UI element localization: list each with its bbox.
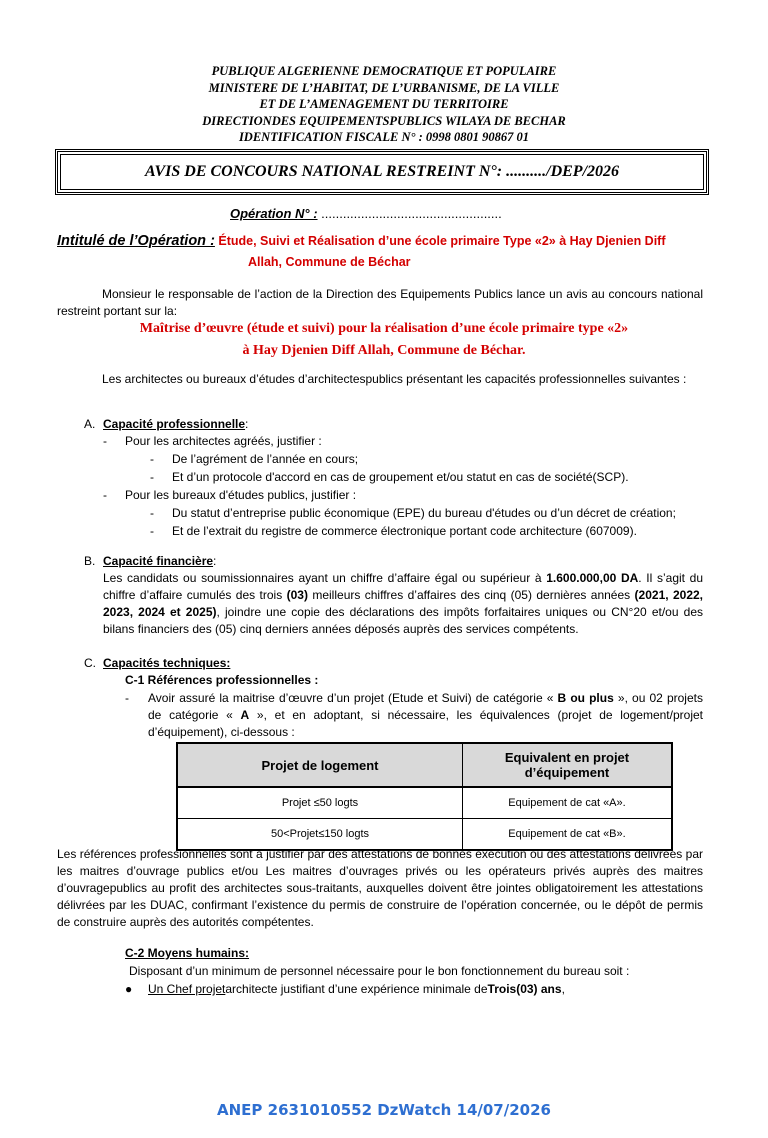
title-box: [55, 149, 709, 195]
section-a-dash-2a: -: [150, 506, 154, 520]
section-a-dash-1: -: [103, 434, 107, 448]
c1-text-2: », ou 02 projets de catégorie «: [148, 691, 703, 722]
section-a-bullet-1a: De l’agrément de l’année en cours;: [172, 452, 359, 466]
object-line-2: à Hay Djenien Diff Allah, Commune de Béchar.: [242, 343, 526, 358]
footer-reference: ANEP 2631010552 DzWatch 14/07/2026: [217, 1101, 551, 1119]
section-b-years: (2021, 2022, 2023, 2024 et 2025): [103, 588, 703, 619]
section-a-bullet-2: Pour les bureaux d'études publics, justifier :: [125, 488, 357, 502]
table-cell: Equipement de cat «B».: [463, 819, 673, 851]
c2-item: [148, 981, 565, 998]
table-cell: Projet ≤50 logts: [177, 787, 463, 819]
c2-title: C-2 Moyens humains:: [125, 946, 250, 960]
equivalence-table: [176, 742, 673, 851]
section-b-amount: 1.600.000,00 DA: [546, 571, 639, 585]
references-paragraph: Les références professionnelles sont à justifier par des attestations de bonnes exécution ou des attestations délivrées par les maitres d’ouvrage publics et/ou Les maitres d’ouvrages privés ou les opérateurs privés auprès des maitres d’ouvragepublics au profit des architectes sous-traitants, auxquelles doivent être jointes obligatoirement les attestations délivrées par les DUAC, confirmant l’existence du permis de construire de l’opération concernée, ou le dépôt de permis de construire auprès des autorités compétentes.: [57, 847, 703, 929]
intitule-label: Intitulé de l’Opération :: [57, 233, 215, 249]
operation-value: ..................................................: [317, 206, 502, 221]
section-a-title: Capacité professionnelle: [103, 417, 246, 431]
table-header-cell: Equivalent en projet d’équipement: [463, 743, 673, 787]
section-b-paragraph: [103, 570, 703, 638]
table-header-row: [177, 743, 672, 787]
section-b-heading: [103, 553, 216, 570]
c2-item-text: architecte justifiant d’une expérience minimale de: [225, 982, 488, 996]
section-a-bullet-1: Pour les architectes agréés, justifier :: [125, 434, 322, 448]
section-a-marker: A.: [84, 417, 96, 431]
document-header: [0, 63, 768, 146]
table-cell: Equipement de cat «A».: [463, 787, 673, 819]
header-line-1: PUBLIQUE ALGERIENNE DEMOCRATIQUE ET POPULAIRE: [211, 64, 557, 78]
section-a-dash-2b: -: [150, 524, 154, 538]
c1-text-3: », et en adoptant, si nécessaire, les équivalences (projet de logement/projet d’équipement), ci-dessous :: [148, 708, 703, 739]
intro-paragraph: Monsieur le responsable de l’action de la Direction des Equipements Publics lance un avis au concours national restreint portant sur la:: [57, 287, 703, 318]
operation-line: [230, 206, 502, 221]
section-c-title: Capacités techniques:: [103, 656, 231, 670]
table-cell: 50<Projet≤150 logts: [177, 819, 463, 851]
section-b-title: Capacité financière: [103, 554, 214, 568]
header-line-3: ET DE L’AMENAGEMENT DU TERRITOIRE: [259, 97, 509, 111]
header-line-5: IDENTIFICATION FISCALE N° : 0998 0801 90867 01: [238, 130, 530, 144]
section-a-bullet-2b: Et de l’extrait du registre de commerce électronique portant code architecture (607009).: [172, 524, 637, 538]
object-line-1: Maîtrise d’œuvre (étude et suivi) pour la réalisation d’une école primaire type «2»: [139, 321, 629, 336]
c2-item-role: Un Chef projet: [148, 982, 226, 996]
intitule-text-1: Étude, Suivi et Réalisation d’une école primaire Type «2» à Hay Djenien Diff: [214, 234, 666, 248]
table-row: [177, 787, 672, 819]
section-c-marker: C.: [84, 656, 96, 670]
header-line-2: MINISTERE DE L’HABITAT, DE L’URBANISME, DE LA VILLE: [208, 80, 560, 95]
candidates-paragraph: Les architectes ou bureaux d’études d’architectespublics présentant les capacités professionnelles suivantes :: [102, 372, 687, 386]
c1-text-1: Avoir assuré la maitrise d’œuvre d’un projet (Etude et Suivi) de catégorie «: [148, 691, 558, 705]
c2-intro: Disposant d’un minimum de personnel nécessaire pour le bon fonctionnement du bureau soit :: [129, 964, 630, 978]
c1-title: C-1 Références professionnelles :: [125, 673, 319, 687]
section-a-colon: :: [245, 417, 249, 431]
c1-dash: -: [125, 691, 129, 705]
c1-category-2: A: [240, 708, 250, 722]
section-b-marker: B.: [84, 554, 96, 568]
c2-item-duration: Trois(03) ans: [487, 982, 562, 996]
section-a-bullet-2a: Du statut d’entreprise public économique (EPE) du bureau d'études ou d’un décret de création;: [172, 506, 676, 520]
table-header-cell: Projet de logement: [177, 743, 463, 787]
section-a-bullet-1b: Et d’un protocole d'accord en cas de groupement et/ou statut en cas de société(SCP).: [172, 470, 629, 484]
section-b-text-3: meilleurs chiffres d’affaires des cinq (05) dernières années: [307, 588, 635, 602]
section-b-text-1: Les candidats ou soumissionnaires ayant un chiffre d’affaire égal ou supérieur à: [103, 571, 547, 585]
intitule-line: [57, 233, 666, 249]
section-a-dash-2: -: [103, 488, 107, 502]
intitule-text-2: Allah, Commune de Béchar: [248, 255, 411, 269]
c1-paragraph: [148, 690, 703, 741]
header-line-4: DIRECTIONDES EQUIPEMENTSPUBLICS WILAYA DE BECHAR: [202, 113, 566, 128]
section-a-dash-1b: -: [150, 470, 154, 484]
bullet-icon: ●: [125, 982, 133, 996]
section-b-text-2: . Il s’agit du chiffre d’affaire cumulés des trois: [103, 571, 704, 602]
section-a-heading: [103, 416, 248, 433]
c2-item-end: ,: [561, 982, 565, 996]
c1-category-1: B ou plus: [557, 691, 614, 705]
section-b-count: (03): [286, 588, 308, 602]
operation-label: Opération N° :: [230, 206, 318, 221]
section-b-colon: :: [213, 554, 217, 568]
section-b-text-4: , joindre une copie des déclarations des impôts forfaitaires uniques ou CN°20 et/ou des bilans financiers des (05) cinq derniers années déposés auprès des services compétents.: [103, 605, 703, 636]
document-title: AVIS DE CONCOURS NATIONAL RESTREINT N°: ........../DEP/2026: [60, 154, 704, 190]
section-a-dash-1a: -: [150, 452, 154, 466]
